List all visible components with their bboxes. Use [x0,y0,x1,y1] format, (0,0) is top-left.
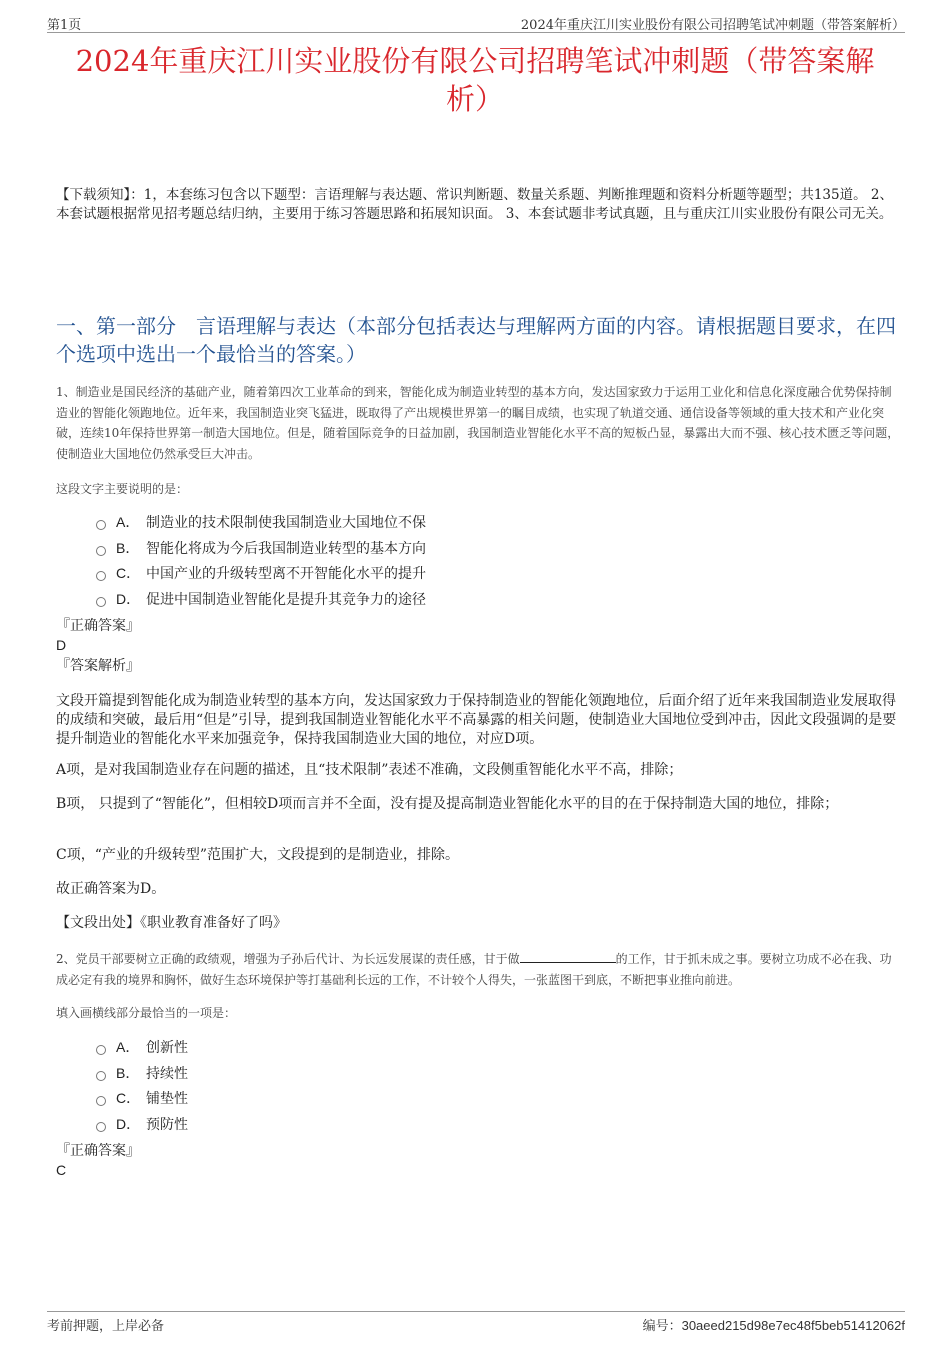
question-2-text-before: 2、党员干部要树立正确的政绩观，增强为子孙后代计、为长远发展谋的责任感，甘于做 [56,952,520,966]
option-letter: D． [116,1115,141,1132]
option-c[interactable] [96,560,426,586]
code-label: 编号： [642,1319,682,1334]
page-footer [47,1311,905,1334]
option-c[interactable] [96,1085,188,1111]
radio-icon[interactable] [96,1045,106,1055]
question-1-options [96,509,426,612]
question-2-options [96,1034,188,1137]
fill-blank [520,952,616,963]
option-a[interactable] [96,509,426,535]
radio-icon[interactable] [96,1071,106,1081]
radio-icon[interactable] [96,1096,106,1106]
analysis-paragraph: A项，是对我国制造业存在问题的描述，且“技术限制”表述不准确，文段侧重智能化水平不高，排除； [56,762,683,778]
question-2-prompt: 填入画横线部分最恰当的一项是： [56,1006,237,1020]
option-text: 预防性 [146,1116,188,1133]
question-1-text: 1、制造业是国民经济的基础产业，随着第四次工业革命的到来，智能化成为制造业转型的基本方向，发达国家致力于运用工业化和信息化深度融合优势保持制造业的智能化领跑地位。近年来，我国制造业突飞猛进，既取得了产出规模世界第一的瞩目成绩，也实现了轨道交通、通信设备等领域的重大技术和产业化突破，连续10年保持世界第一制造大国地位。但是，随着国际竞争的日益加剧，我国制造业智能化水平不高的短板凸显，暴露出大而不强、核心技术匮乏等问题，使制造业大国地位仍然承受巨大冲击。 [56,385,900,461]
radio-icon[interactable] [96,546,106,556]
footer-code [643,1315,905,1334]
radio-icon[interactable] [96,597,106,607]
option-letter: C． [116,565,141,582]
analysis-paragraph: B项， 只提到了“智能化”，但相较D项而言并不全面，没有提及提高制造业智能化水平的目的在于保持制造大国的地位，排除； [56,796,839,812]
option-text: 铺垫性 [146,1091,188,1108]
option-text: 中国产业的升级转型离不开智能化水平的提升 [146,566,426,583]
option-letter: A． [116,1038,140,1055]
option-letter: A． [116,513,140,530]
correct-answer: D [56,637,67,653]
radio-icon[interactable] [96,571,106,581]
option-letter: B． [116,539,140,556]
radio-icon[interactable] [96,1122,106,1132]
footer-slogan: 考前押题，上岸必备 [47,1319,165,1334]
download-notice: 【下载须知】：1，本套练习包含以下题型：言语理解与表达题、常识判断题、数量关系题、判断推理题和资料分析题等题型；共135道。 2、本套试题根据常见招考题总结归纳，主要用于练习答题思路和拓展知识面。 3、本套试题非考试真题，且与重庆江川实业股份有限公司无关。 [56,187,893,222]
option-d[interactable] [96,1111,188,1137]
correct-answer-label: 『正确答案』 [56,618,140,634]
analysis-paragraph: 文段开篇提到智能化成为制造业转型的基本方向，发达国家致力于保持制造业的智能化领跑地位，后面介绍了近年来我国制造业发展取得的成绩和突破，最后用“但是”引导，提到我国制造业智能化水平不高暴露的相关问题，使制造业大国地位受到冲击，因此文段强调的是要提升制造业的智能化水平来加强竞争，保持我国制造业大国的地位，对应D项。 [56,693,897,747]
option-text: 智能化将成为今后我国制造业转型的基本方向 [146,540,426,557]
section-title: 一、第一部分 言语理解与表达（本部分包括表达与理解两方面的内容。请根据题目要求，在四个选项中选出一个最恰当的答案。） [56,314,896,366]
correct-answer: C [56,1162,67,1178]
option-text: 持续性 [146,1065,188,1082]
analysis-label: 『答案解析』 [56,658,140,674]
option-letter: D． [116,590,141,607]
option-text: 制造业的技术限制使我国制造业大国地位不保 [146,514,426,531]
analysis-conclusion: 故正确答案为D。 [56,881,166,897]
source-citation: 【文段出处】《职业教育准备好了吗》 [56,915,287,931]
option-a[interactable] [96,1034,188,1060]
code-value: 30aeed215d98e7ec48f5beb51412062f [681,1318,905,1333]
document-title: 2024年重庆江川实业股份有限公司招聘笔试冲刺题（带答案解析） [75,44,875,116]
question-1-prompt: 这段文字主要说明的是： [56,482,189,496]
radio-icon[interactable] [96,520,106,530]
analysis-paragraph: C项，“产业的升级转型”范围扩大，文段提到的是制造业，排除。 [56,847,460,863]
option-b[interactable] [96,535,426,561]
header-doc-title: 2024年重庆江川实业股份有限公司招聘笔试冲刺题（带答案解析） [520,18,905,33]
page-number: 第1页 [47,18,82,33]
option-letter: C． [116,1090,141,1107]
option-b[interactable] [96,1060,188,1086]
correct-answer-label: 『正确答案』 [56,1143,140,1159]
option-letter: B． [116,1064,140,1081]
option-text: 促进中国制造业智能化是提升其竞争力的途径 [146,591,426,608]
option-d[interactable] [96,586,426,612]
option-text: 创新性 [146,1039,188,1056]
page-header [47,12,905,33]
question-2-text-after: 的工作，甘于抓未成之事。要树立功成不必在我、功成必定有我的境界和胸怀，做好生态环境保护等打基础利长远的工作，不计较个人得失，一张蓝图干到底，不断把事业推向前进。 [56,952,892,987]
question-2-text [56,949,900,990]
